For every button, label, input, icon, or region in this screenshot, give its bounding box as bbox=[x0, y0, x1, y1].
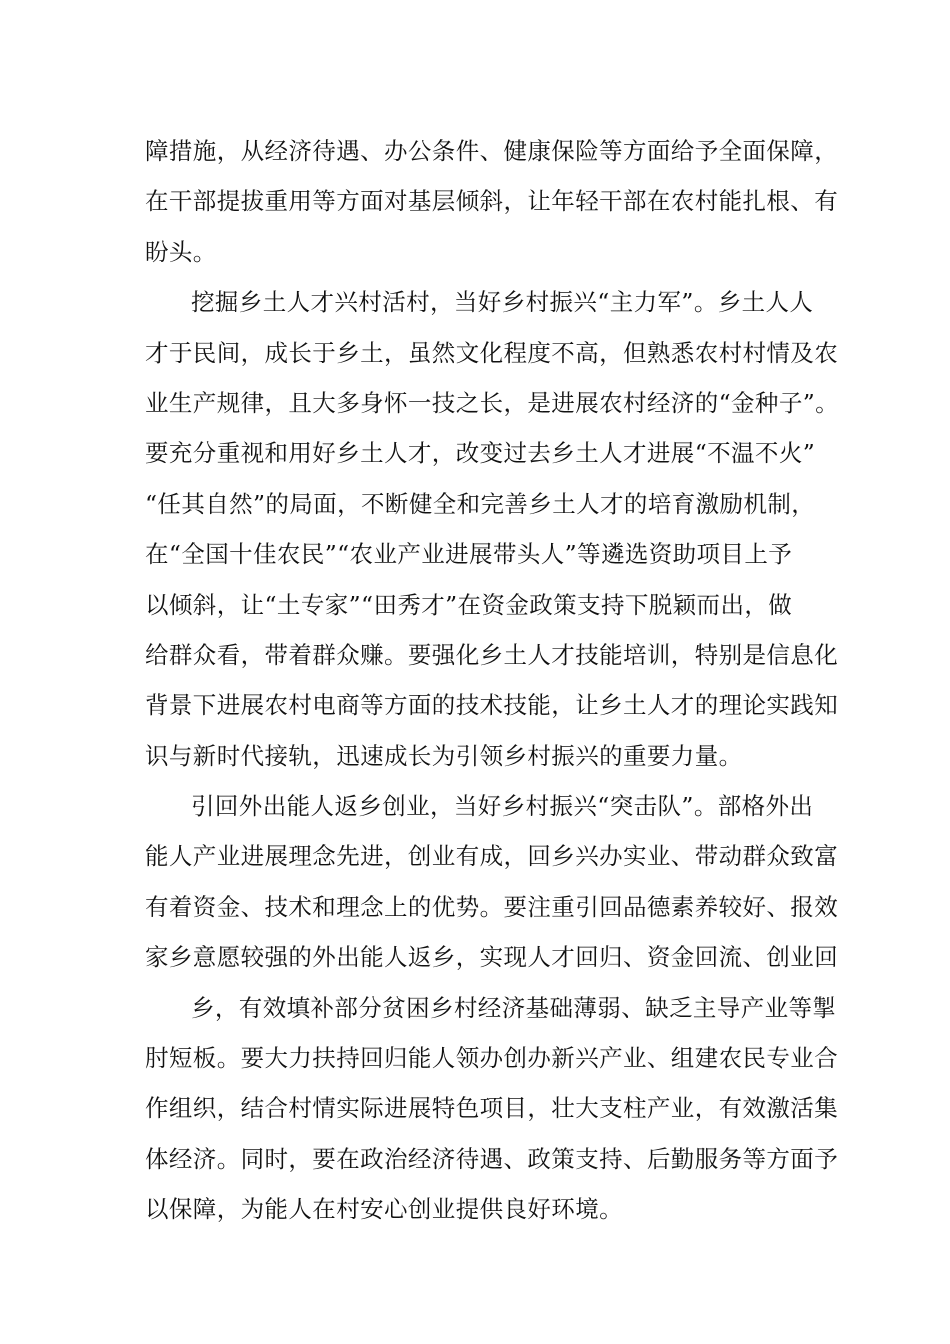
paragraph-start-line: 挖掘乡土人才兴村活村，当好乡村振兴“主力军”。乡土人人 bbox=[191, 288, 814, 317]
text-line: 以倾斜，让“土专家”“田秀才”在资金政策支持下脱颖而出，做 bbox=[145, 590, 793, 619]
body-text bbox=[145, 126, 840, 1235]
text-line: “任其自然”的局面，不断健全和完善乡土人才的培育激励机制， bbox=[145, 489, 816, 518]
text-line: 家乡意愿较强的外出能人返乡，实现人才回归、资金回流、创业回 bbox=[145, 943, 839, 972]
text-line: 业生产规律，且大多身怀一技之长，是进展农村经济的“金种子”。 bbox=[145, 388, 840, 417]
text-line: 以保障，为能人在村安心创业提供良好环境。 bbox=[145, 1195, 623, 1224]
text-line: 识与新时代接轨，迅速成长为引领乡村振兴的重要力量。 bbox=[145, 741, 743, 770]
text-line: 背景下进展农村电商等方面的技术技能，让乡土人才的理论实践知 bbox=[145, 691, 839, 720]
paragraph-start-line: 引回外出能人返乡创业，当好乡村振兴“突击队”。部格外出 bbox=[191, 792, 814, 821]
text-line: 要充分重视和用好乡土人才，改变过去乡土人才进展“不温不火” bbox=[145, 439, 816, 468]
text-line: 能人产业进展理念先进，创业有成，回乡兴办实业、带动群众致富 bbox=[145, 842, 839, 871]
paragraph-start-line: 乡，有效填补部分贫困乡村经济基础薄弱、缺乏主导产业等掣 bbox=[191, 993, 837, 1022]
text-line: 才于民间，成长于乡土，虽然文化程度不高，但熟悉农村村情及农 bbox=[145, 338, 839, 367]
text-line: 作组织，结合村情实际进展特色项目，壮大支柱产业，有效激活集 bbox=[145, 1094, 839, 1123]
text-line: 在“全国十佳农民”“农业产业进展带头人”等遴选资助项目上予 bbox=[145, 540, 793, 569]
text-line: 障措施，从经济待遇、办公条件、健康保险等方面给予全面保障， bbox=[145, 137, 839, 165]
text-line: 在干部提拔重用等方面对基层倾斜，让年轻干部在农村能扎根、有 bbox=[145, 187, 839, 216]
text-line: 有着资金、技术和理念上的优势。要注重引回品德素养较好、报效 bbox=[145, 892, 839, 921]
text-line: 肘短板。要大力扶持回归能人领办创办新兴产业、组建农民专业合 bbox=[145, 1044, 839, 1073]
text-line: 给群众看，带着群众赚。要强化乡土人才技能培训，特别是信息化 bbox=[145, 640, 839, 669]
text-line: 盼头。 bbox=[145, 237, 217, 266]
text-line: 体经济。同时，要在政治经济待遇、政策支持、后勤服务等方面予 bbox=[145, 1144, 839, 1173]
